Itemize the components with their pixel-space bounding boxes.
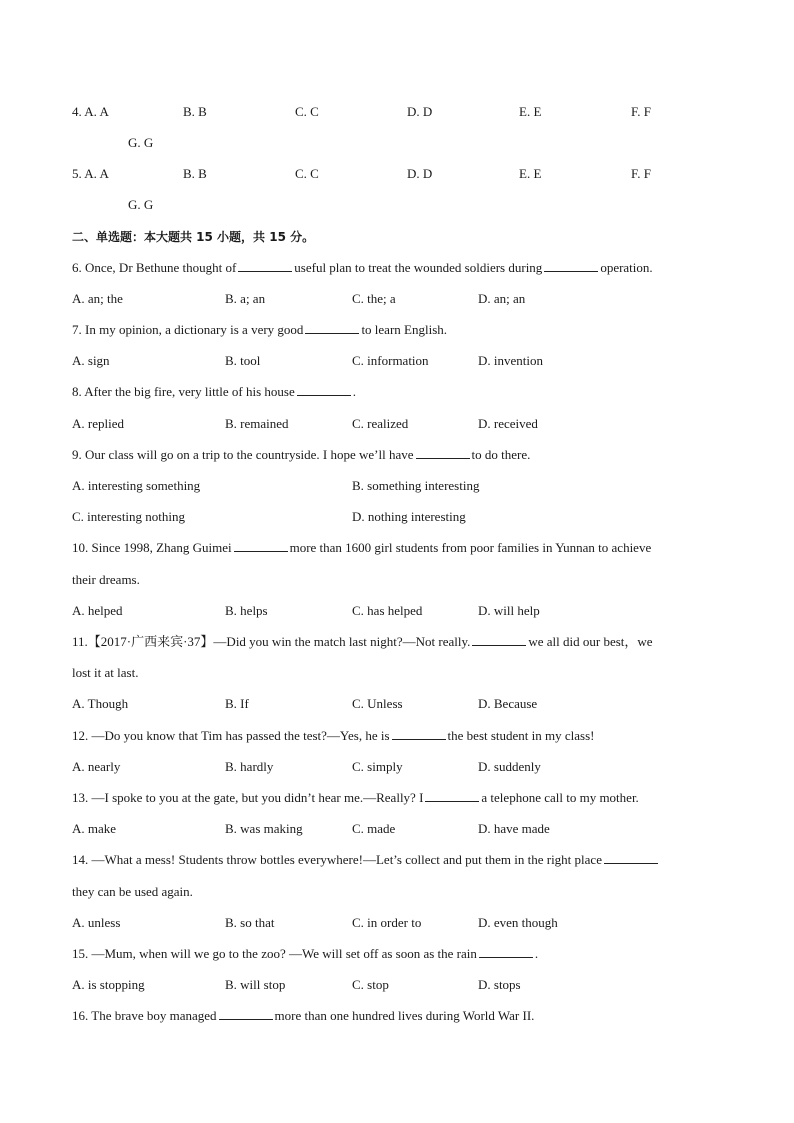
q11-option-b: B. If [225, 696, 249, 711]
q13-stem-pre: 13. —I spoke to you at the gate, but you didn’t hear me.—Really? I [72, 790, 424, 805]
q10-option-d: D. will help [478, 603, 540, 618]
q6-option-b: B. a; an [225, 291, 266, 306]
answer-blank [219, 1008, 273, 1020]
q15-option-b: B. will stop [225, 977, 286, 992]
q13-stem-post: a telephone call to my mother. [481, 790, 639, 805]
answer-blank [238, 260, 292, 272]
q10-stem [72, 540, 651, 556]
q12-stem-post: the best student in my class! [447, 728, 595, 743]
q4-option-a: 4. A. A [72, 104, 109, 119]
q13-option-d: D. have made [478, 821, 550, 836]
q6-stem [72, 260, 653, 276]
q10-option-c: C. has helped [352, 603, 423, 618]
q9-option-c: C. interesting nothing [72, 509, 186, 524]
q5-option-a: 5. A. A [72, 166, 109, 181]
q11-stem [72, 634, 653, 650]
q14-option-b: B. so that [225, 915, 275, 930]
q8-stem-post: . [352, 384, 357, 399]
q7-option-d: D. invention [478, 353, 543, 368]
q15-option-a: A. is stopping [72, 977, 145, 992]
q12-option-b: B. hardly [225, 759, 274, 774]
q16-stem [72, 1008, 534, 1024]
q14-stem-continued: they can be used again. [72, 884, 193, 899]
q4-option-f: F. F [631, 104, 651, 119]
q12-option-a: A. nearly [72, 759, 121, 774]
q8-stem [72, 384, 356, 400]
q9-option-b: B. something interesting [352, 478, 480, 493]
q5-option-c: C. C [295, 166, 319, 181]
q7-stem [72, 322, 447, 338]
q11-stem-continued: lost it at last. [72, 665, 139, 680]
q7-option-a: A. sign [72, 353, 110, 368]
q13-option-a: A. make [72, 821, 117, 836]
q4-option-g: G. G [128, 135, 154, 150]
q14-option-c: C. in order to [352, 915, 422, 930]
answer-blank [479, 946, 533, 958]
q5-option-b: B. B [183, 166, 207, 181]
q11-option-c: C. Unless [352, 696, 403, 711]
q5-option-g: G. G [128, 197, 154, 212]
q4-option-e: E. E [519, 104, 542, 119]
answer-blank [305, 322, 359, 334]
q15-option-d: D. stops [478, 977, 521, 992]
q8-option-c: C. realized [352, 416, 409, 431]
q16-stem-post: more than one hundred lives during World War II. [274, 1008, 535, 1023]
q4-option-d: D. D [407, 104, 433, 119]
q6-stem-mid: useful plan to treat the wounded soldiers during [294, 260, 543, 275]
q15-stem-pre: 15. —Mum, when will we go to the zoo? —We will set off as soon as the rain [72, 946, 477, 961]
q7-option-b: B. tool [225, 353, 261, 368]
q4-option-c: C. C [295, 104, 319, 119]
q7-stem-post: to learn English. [361, 322, 448, 337]
answer-blank [472, 634, 526, 646]
q10-option-b: B. helps [225, 603, 268, 618]
q11-stem-post: we all did our best，we [528, 634, 653, 649]
q9-option-a: A. interesting something [72, 478, 201, 493]
q5-option-f: F. F [631, 166, 651, 181]
q7-stem-pre: 7. In my opinion, a dictionary is a very good [72, 322, 304, 337]
q15-option-c: C. stop [352, 977, 389, 992]
q8-option-b: B. remained [225, 416, 289, 431]
q6-stem-pre: 6. Once, Dr Bethune thought of [72, 260, 237, 275]
q11-option-a: A. Though [72, 696, 129, 711]
section-heading: 二、单选题：本大题共 15 小题，共 15 分。 [72, 230, 315, 244]
q12-option-d: D. suddenly [478, 759, 541, 774]
q9-stem [72, 447, 530, 463]
q14-stem-pre: 14. —What a mess! Students throw bottles everywhere!—Let’s collect and put them in the right place [72, 852, 602, 867]
q13-stem [72, 790, 639, 806]
q6-option-a: A. an; the [72, 291, 123, 306]
q9-option-d: D. nothing interesting [352, 509, 466, 524]
q6-stem-post: operation. [600, 260, 653, 275]
q6-option-d: D. an; an [478, 291, 526, 306]
answer-blank [425, 790, 479, 802]
q12-option-c: C. simply [352, 759, 403, 774]
q10-stem-post: more than 1600 girl students from poor families in Yunnan to achieve [289, 540, 652, 555]
q15-stem [72, 946, 538, 962]
q8-stem-pre: 8. After the big fire, very little of his house [72, 384, 295, 399]
q6-option-c: C. the; a [352, 291, 396, 306]
q11-option-d: D. Because [478, 696, 538, 711]
q9-stem-post: to do there. [471, 447, 531, 462]
q15-stem-post: . [534, 946, 539, 961]
q4-option-b: B. B [183, 104, 207, 119]
answer-blank [416, 447, 470, 459]
q14-option-a: A. unless [72, 915, 121, 930]
q16-stem-pre: 16. The brave boy managed [72, 1008, 217, 1023]
q9-stem-pre: 9. Our class will go on a trip to the countryside. I hope we’ll have [72, 447, 414, 462]
q13-option-c: C. made [352, 821, 396, 836]
q14-option-d: D. even though [478, 915, 558, 930]
answer-blank [297, 384, 351, 396]
q14-stem [72, 852, 660, 868]
answer-blank [544, 260, 598, 272]
q5-option-d: D. D [407, 166, 433, 181]
answer-blank [234, 540, 288, 552]
q10-option-a: A. helped [72, 603, 123, 618]
q5-option-e: E. E [519, 166, 542, 181]
q11-stem-pre: 11.【2017·广西来宾·37】—Did you win the match last night?—Not really. [72, 634, 471, 649]
answer-blank [604, 852, 658, 864]
q7-option-c: C. information [352, 353, 429, 368]
q12-stem [72, 728, 595, 744]
answer-blank [392, 728, 446, 740]
q8-option-d: D. received [478, 416, 538, 431]
q13-option-b: B. was making [225, 821, 303, 836]
q8-option-a: A. replied [72, 416, 124, 431]
q12-stem-pre: 12. —Do you know that Tim has passed the test?—Yes, he is [72, 728, 390, 743]
q10-stem-pre: 10. Since 1998, Zhang Guimei [72, 540, 232, 555]
q10-stem-continued: their dreams. [72, 572, 140, 587]
